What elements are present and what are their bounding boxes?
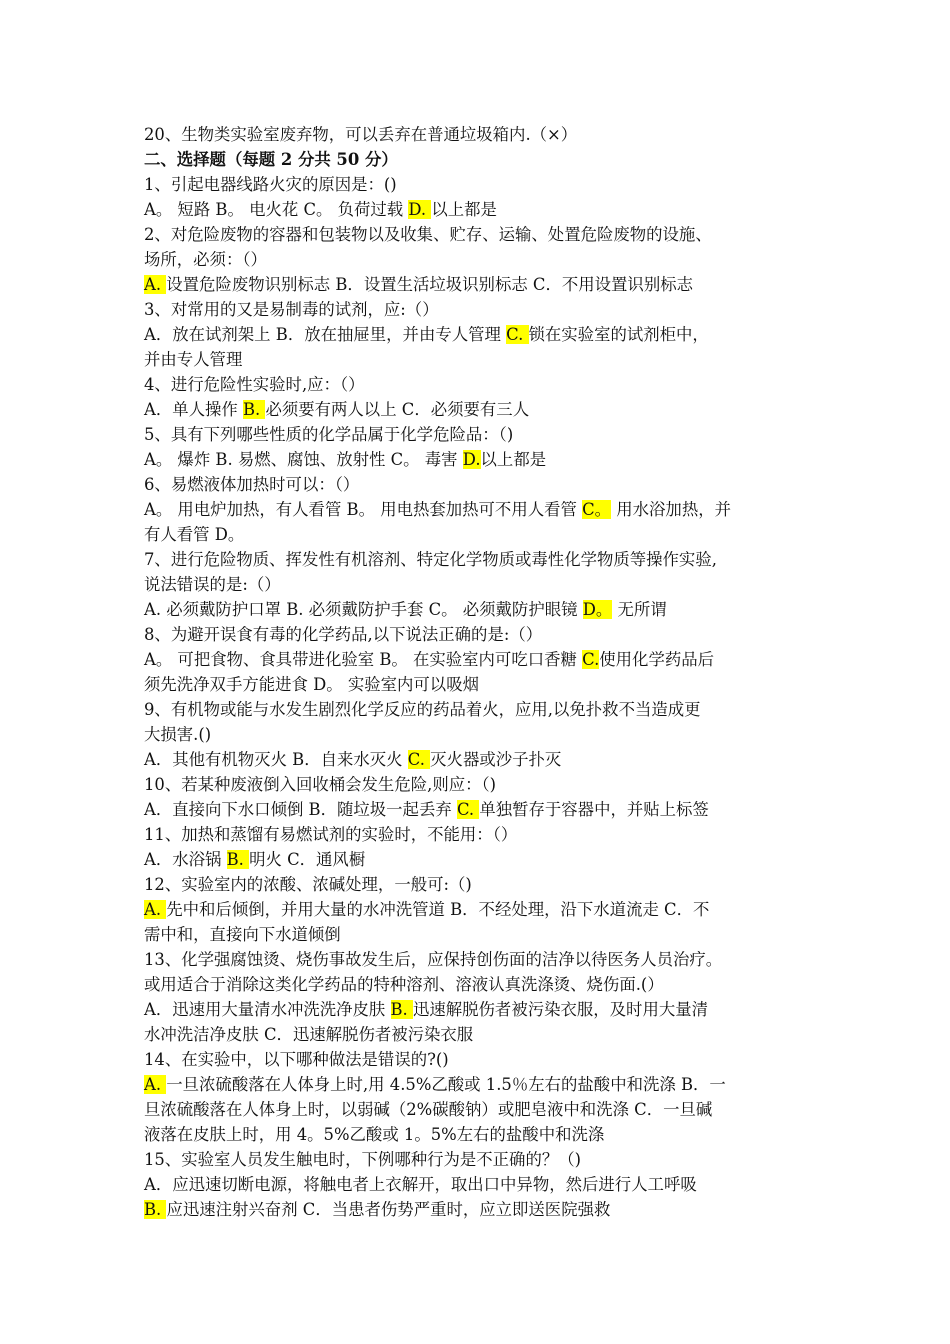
text-line: 14、在实验中，以下哪种做法是错误的?()	[144, 1050, 449, 1069]
text-line: 4、进行危险性实验时,应：（）	[144, 375, 365, 394]
text-line	[144, 197, 824, 222]
line-text: A．直接向下水口倾倒 B．随垃圾一起丢弃	[144, 800, 457, 819]
highlighted-answer: C.	[456, 800, 480, 819]
line-text: 以上都是	[480, 450, 547, 469]
line-text: 先中和后倾倒，并用大量的水冲洗管道 B．不经处理，沿下水道流走 C．不	[166, 900, 710, 919]
text-line: 8、为避开误食有毒的化学药品,以下说法正确的是:（）	[144, 625, 543, 644]
text-line: 6、易燃液体加热时可以：（）	[144, 475, 360, 494]
text-line: 水冲洗洁净皮肤 C．迅速解脱伤者被污染衣服	[144, 1025, 474, 1044]
line-text: A. 必须戴防护口罩 B. 必须戴防护手套 C。 必须戴防护眼镜	[144, 600, 583, 619]
text-line: 15、实验室人员发生触电时，下例哪种行为是不正确的？（)	[144, 1150, 582, 1169]
line-text: A．单人操作	[144, 400, 243, 419]
text-line: 11、加热和蒸馏有易燃试剂的实验时，不能用：（）	[144, 825, 518, 844]
text-line: 并由专人管理	[144, 350, 243, 369]
line-text: A。 用电炉加热，有人看管 B。 用电热套加热可不用人看管	[144, 500, 583, 519]
highlighted-answer: C。	[582, 500, 612, 519]
line-text: 必须要有两人以上 C．必须要有三人	[265, 400, 530, 419]
highlighted-answer: A.	[144, 900, 167, 919]
highlighted-answer: D.	[462, 450, 481, 469]
highlighted-answer: C.	[582, 650, 600, 669]
text-line	[144, 747, 824, 772]
text-line: 需中和，直接向下水道倾倒	[144, 925, 341, 944]
line-text: A．迅速用大量清水冲洗洗净皮肤	[144, 1000, 391, 1019]
text-line	[144, 322, 824, 347]
text-line: 说法错误的是:（）	[144, 575, 281, 594]
line-text: 使用化学药品后	[599, 650, 715, 669]
line-text: 锁在实验室的试剂柜中，	[528, 325, 709, 344]
text-line	[144, 447, 824, 472]
text-line	[144, 1072, 824, 1097]
line-text: A．放在试剂架上 B．放在抽屉里，并由专人管理	[144, 325, 507, 344]
line-text: 明火 C．通风橱	[249, 850, 366, 869]
line-text: 应迅速注射兴奋剂 C．当患者伤势严重时，应立即送医院强救	[166, 1200, 611, 1219]
text-line	[144, 272, 824, 297]
highlighted-answer: C.	[407, 750, 431, 769]
text-line: A．应迅速切断电源，将触电者上衣解开，取出口中异物，然后进行人工呼吸	[144, 1175, 697, 1194]
text-line	[144, 497, 824, 522]
line-text: 设置危险废物识别标志 B．设置生活垃圾识别标志 C．不用设置识别标志	[166, 275, 693, 294]
text-line	[144, 1197, 824, 1222]
text-line: 须先洗净双手方能进食 D。 实验室内可以吸烟	[144, 675, 479, 694]
text-line	[144, 847, 824, 872]
text-line: 有人看管 D。	[144, 525, 245, 544]
section-heading: 二、选择题（每题 2 分共 50 分）	[144, 150, 398, 169]
line-text: 迅速解脱伤者被污染衣服，及时用大量清	[412, 1000, 709, 1019]
text-line: 场所，必须：（）	[144, 250, 267, 269]
line-text: 单独暂存于容器中，并贴上标签	[479, 800, 709, 819]
text-line: 13、化学强腐蚀烫、烧伤事故发生后，应保持创伤面的洁净以待医务人员治疗。	[144, 950, 723, 969]
text-line: 5、具有下列哪些性质的化学品属于化学危险品：（)	[144, 425, 514, 444]
highlighted-answer: B.	[226, 850, 250, 869]
text-line	[144, 597, 824, 622]
text-line: 7、进行危险物质、挥发性有机溶剂、特定化学物质或毒性化学物质等操作实验,	[144, 550, 717, 569]
text-line: 1、引起电器线路火灾的原因是：()	[144, 175, 397, 194]
line-text: A。 可把食物、食具带进化验室 B。 在实验室内可吃口香糖	[144, 650, 583, 669]
highlighted-answer: A.	[144, 275, 167, 294]
text-line	[144, 647, 824, 672]
text-line: 9、有机物或能与水发生剧烈化学反应的药品着火，应用,以免扑救不当造成更	[144, 700, 701, 719]
line-text: A．其他有机物灭火 B．自来水灭火	[144, 750, 408, 769]
line-text: A。 短路 B。 电火花 C。 负荷过载	[144, 200, 409, 219]
highlighted-answer: A.	[144, 1075, 167, 1094]
line-text: 以上都是	[431, 200, 497, 219]
text-line	[144, 897, 824, 922]
line-text: 无所谓	[612, 600, 667, 619]
line-text: A。 爆炸 B. 易燃、腐蚀、放射性 C。 毒害	[144, 450, 463, 469]
text-line: 12、实验室内的浓酸、浓碱处理，一般可:（)	[144, 875, 472, 894]
text-line	[144, 997, 824, 1022]
text-line: 20、生物类实验室废弃物，可以丢弃在普通垃圾箱内.（×）	[144, 125, 578, 144]
text-line: 旦浓硫酸落在人体身上时，以弱碱（2%碳酸钠）或肥皂液中和洗涤 C．一旦碱	[144, 1100, 713, 1119]
text-line: 大损害.()	[144, 725, 212, 744]
text-line	[144, 797, 824, 822]
highlighted-answer: D.	[408, 200, 432, 219]
text-line	[144, 397, 824, 422]
highlighted-answer: B.	[390, 1000, 413, 1019]
highlighted-answer: C.	[506, 325, 529, 344]
text-line: 2、对危险废物的容器和包装物以及收集、贮存、运输、处置危险废物的设施、	[144, 225, 712, 244]
highlighted-answer: B.	[144, 1200, 167, 1219]
highlighted-answer: B.	[243, 400, 266, 419]
line-text: A．水浴锅	[144, 850, 227, 869]
text-line: 10、若某种废液倒入回收桶会发生危险,则应：（)	[144, 775, 497, 794]
line-text: 灭火器或沙子扑灭	[430, 750, 562, 769]
document-body	[144, 122, 824, 1222]
text-line: 3、对常用的又是易制毒的试剂，应:（）	[144, 300, 439, 319]
highlighted-answer: D。	[582, 600, 613, 619]
text-line: 或用适合于消除这类化学药品的特种溶剂、溶液认真洗涤烫、烧伤面.(）	[144, 975, 664, 994]
line-text: 用水浴加热，并	[611, 500, 731, 519]
text-line: 液落在皮肤上时，用 4。5%乙酸或 1。5%左右的盐酸中和洗涤	[144, 1125, 605, 1144]
line-text: 一旦浓硫酸落在人体身上时,用 4.5%乙酸或 1.5％左右的盐酸中和洗涤 B．一	[166, 1075, 726, 1094]
